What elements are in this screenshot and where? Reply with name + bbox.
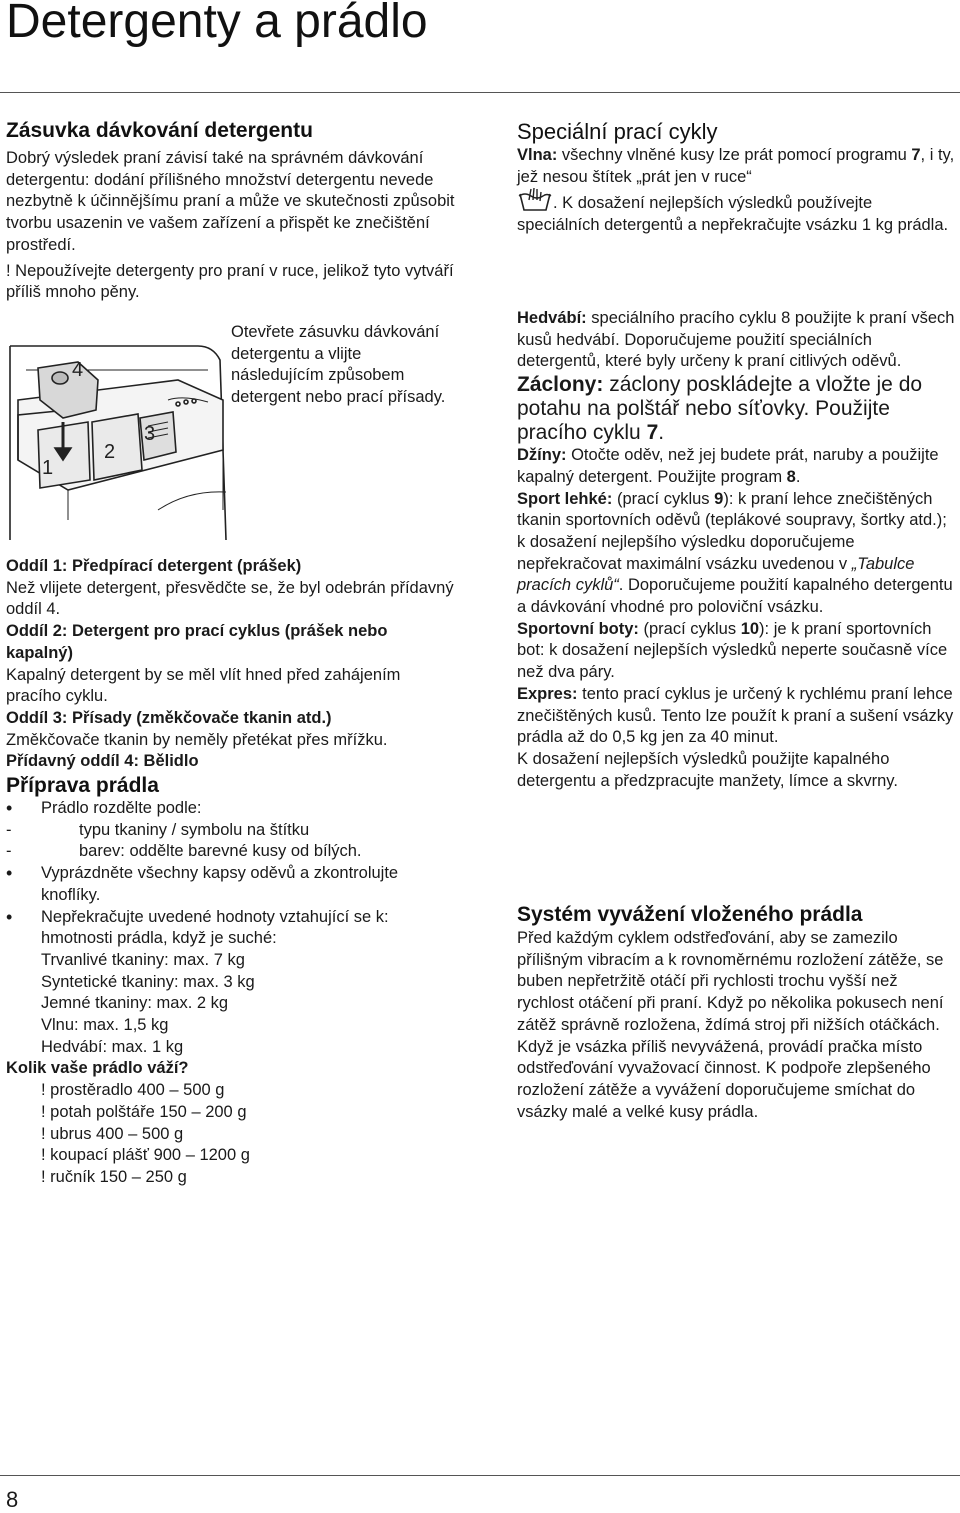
curtains-label: Záclony: [517,373,604,397]
special-cycles-heading: Speciální prací cykly [517,119,718,144]
right-column-top [517,118,955,237]
compartment-1-label: 1 [42,457,54,479]
limit-line: Jemné tkaniny: max. 2 kg [41,994,229,1013]
express-text: tento prací cyklus je určený k rychlému praní lehce znečištěných kusů. Tento lze použít k praní a sušení vsázky prádla až do 0,5 kg jen za 40 minut. [517,684,954,747]
prep-item-text: Nepřekračujte uvedené hodnoty vztahující se k: hmotnosti prádla, když je suché: [41,907,389,948]
drawer-intro: Dobrý výsledek praní závisí také na správném dávkování detergentu: dodání přílišného množství detergentu nevede nezbytně k účinnějšímu praní a může ve skutečnosti způsobit tvorbu usazenin ve vašem zařízení a přispět ke znečištění prostředí. [6,149,455,254]
express-paragraph [517,684,955,749]
curtains-paragraph [517,373,955,445]
compartment-4-label: 4 [72,359,84,381]
weight-line: ! ubrus 400 – 500 g [41,1124,184,1143]
curtains-program: 7 [646,421,659,445]
prep-list [6,798,456,820]
footer-divider [0,1475,960,1476]
compartment-2-label: 2 [104,441,116,463]
shoes-program: 10 [740,619,760,638]
page-number: 8 [6,1487,19,1512]
drawer-heading: Zásuvka dávkování detergentu [6,119,313,142]
weight-line: ! prostěradlo 400 – 500 g [41,1081,225,1100]
silk-label: Hedvábí: [517,309,587,327]
sport-text: . Doporučujeme použití kapalného detergentu a dávkování vhodné pro poloviční vsázku. [517,576,953,617]
silk-paragraph [517,308,955,373]
compartment-3-text: Změkčovače tkanin by neměly přetékat přes mřížku. [6,730,388,749]
wool-label: Vlna: [517,146,558,164]
silk-text: speciálního pracího cyklu 8 použijte k praní všech kusů hedvábí. Doporučujeme použití speciálních detergentů, které byly určeny k praní citlivých oděvů. [517,309,955,371]
jeans-text: . [795,467,801,486]
prep-item-text: Prádlo rozdělte podle: [41,799,202,818]
prep-item [6,907,456,1059]
prep-heading: Příprava prádla [6,774,159,798]
right-column-bottom [517,902,955,1123]
limit-line: Syntetické tkaniny: max. 3 kg [41,972,255,991]
limit-line: Trvanlivé tkaniny: max. 7 kg [41,950,245,969]
limit-line: Vlnu: max. 1,5 kg [41,1016,169,1035]
compartment-3-title: Oddíl 3: Přísady (změkčovače tkanin atd.) [6,708,332,727]
hand-wash-icon [517,188,553,212]
figure-caption: Otevřete zásuvku dávkování detergentu a vlijte následujícím způsobem detergent nebo prací přísady. [231,323,446,407]
curtains-text: . [658,421,665,445]
weight-line: ! potah polštáře 150 – 200 g [41,1102,247,1121]
sport-paragraph [517,489,955,619]
jeans-program: 8 [786,467,796,486]
wool-text: , i ty, jež nesou štítek „prát jen v ruce“ [517,146,955,186]
shoes-label: Sportovní boty: [517,619,639,638]
compartment-1-text: Než vlijete detergent, přesvědčte se, že byl odebrán přídavný oddíl 4. [6,578,454,619]
wool-program: 7 [911,146,921,164]
compartment-2-text: Kapalný detergent by se měl vlít hned před zahájením pracího cyklu. [6,665,401,706]
weight-line: ! koupací plášť 900 – 1200 g [41,1146,250,1165]
compartment-2-title: Oddíl 2: Detergent pro prací cyklus (prášek nebo kapalný) [6,622,388,662]
left-column-top [6,118,456,304]
limit-line: Hedvábí: max. 1 kg [41,1037,184,1056]
prep-item [6,863,456,906]
curtains-text: záclony poskládejte a vložte je do potahu na polštář nebo síťovky. Použijte pracího cyklu [517,373,923,445]
shoes-text: ): je k praní sportovních bot: k dosažení nejlepších výsledků neperte současně více než dva páry. [517,619,948,682]
jeans-label: Džíny: [517,446,567,465]
prep-subitem: - barev: oddělte barevné kusy od bílých. [6,841,456,863]
wool-text: . K dosažení nejlepších výsledků používejte speciálních detergentů a nepřekračujte vsázku 1 kg prádla. [517,194,949,235]
prep-subitem-text: typu tkaniny / symbolu na štítku [79,820,310,839]
weight-line: ! ručník 150 – 250 g [41,1167,187,1186]
sport-text: ): k praní lehce znečištěných tkanin sportovních oděvů (teplákové soupravy, šortky atd.); k dosažení nejlepšího výsledku doporučujeme nepřekračovat maximální vsázku uvedenou v [517,489,947,573]
jeans-paragraph [517,445,955,488]
page-title: Detergenty a prádlo [6,0,428,48]
sport-label: Sport lehké: [517,489,613,508]
sport-program: 9 [714,489,724,508]
shoes-text: (prací cyklus [638,619,741,638]
compartment-4-title: Přídavný oddíl 4: Bělidlo [6,752,199,771]
weight-heading: Kolik vaše prádlo váží? [6,1059,189,1078]
compartment-3-label: 3 [144,423,156,445]
compartment-1-title: Oddíl 1: Předpírací detergent (prášek) [6,557,302,575]
wool-text: všechny vlněné kusy lze prát pomocí programu [557,146,912,164]
tip-paragraph: K dosažení nejlepších výsledků použijte kapalného detergentu a předzpracujte manžety, límce a skvrny. [517,749,898,790]
left-column-bottom [6,556,456,1189]
wool-paragraph [517,145,955,237]
right-column-middle [517,308,955,792]
express-label: Expres: [517,684,578,703]
prep-list [6,863,456,1058]
header-divider [0,92,960,93]
sport-text: (prací cyklus [612,489,715,508]
shoes-paragraph [517,619,955,684]
balance-text: Před každým cyklem odstřeďování, aby se zamezilo přílišným vibracím a k rovnoměrnému rozložení zátěže, se buben nepřetržitě otáčí při rychlosti trochu vyšší než rychlost otáčení při praní. Když po několika pokusech není zátěž správně rozložena, ždímá stroj při nižších otáčkách. Když je vsázka příliš nevyvážená, provádí pračka místo odstřeďování vyvažovací činnost. K podpoře zlepšeného rozložení zátěže a vyvážení doporučujeme smíchat do vsázky malé a velké kusy prádla. [517,929,944,1121]
prep-subitem: - typu tkaniny / symbolu na štítku [6,820,456,842]
jeans-text: Otočte oděv, než jej budete prát, naruby a použijte kapalný detergent. Použijte program [517,446,939,486]
foam-warning: ! Nepoužívejte detergenty pro praní v ruce, jelikož tyto vytváří příliš mnoho pěny. [6,261,454,302]
prep-item [6,798,456,820]
balance-heading: Systém vyvážení vloženého prádla [517,903,863,926]
prep-item-text: Vyprázdněte všechny kapsy oděvů a zkontrolujte knoflíky. [41,864,399,904]
prep-subitem-text: barev: oddělte barevné kusy od bílých. [79,842,362,861]
detergent-drawer-illustration [8,340,230,540]
sport-table-ref: „Tabulce pracích cyklů“ [517,554,915,595]
